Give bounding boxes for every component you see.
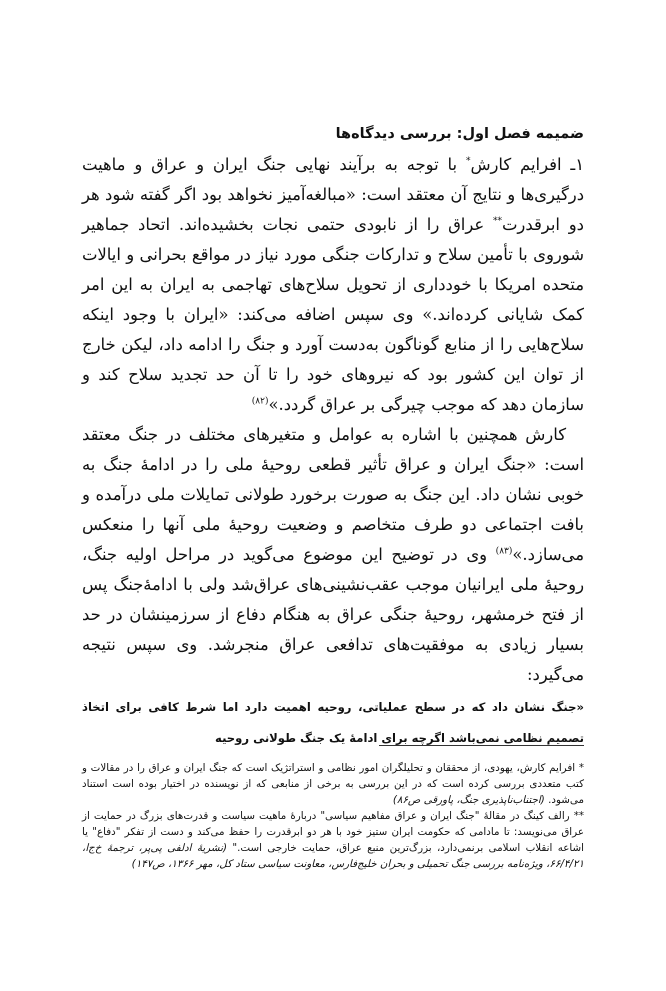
paragraph-1-body-a: با توجه به برآیند نهایی جنگ ایران و عراق و ماهیت درگیری‌ها و نتایج آن معتقد است: «مبالغه‌آمیز نخواهد بود اگر گفته شود هر دو ابرقدرت <box>82 155 584 234</box>
footnote-marker-1: * <box>465 156 471 167</box>
footnote-1-text: * افرایم کارش، یهودی، از محققان و تحلیلگران امور نظامی و استراتژیک است که جنگ ایران و عراق را در مقالات و کتب متعددی بررسی کرده است که در این بررسی به برخی از منابعی که از نویسنده در اختیار بوده است استناد می‌شود. <box>82 762 584 806</box>
paragraph-1-body-b: عراق را از نابودی حتمی نجات بخشیده‌اند. اتحاد جماهیر شوروی با تأمین سلاح و تدارکات جنگی مورد نیاز در مواقع بحرانی و ایالات متحده امریکا با خودداری از تحویل سلاح‌های تهاجمی به ایران به این امر کمک شایانی کرده‌اند.» وی سپس اضافه می‌کند: «ایران با وجود اینکه سلاح‌هایی را از منابع گوناگون به‌دست آورد و جنگ را ادامه داد، لیکن خارج از توان این کشور بود که نیروهای خود را تا آن حد تجدید سلاح کند و سازمان دهد که موجب چیرگی بر عراق گردد.» <box>82 215 584 414</box>
paragraph-2-body-b: وی در توضیح این موضوع می‌گوید در مراحل اولیه جنگ، روحیهٔ ملی ایرانیان موجب عقب‌نشینی‌های عراق‌شد ولی با ادامهٔ‌جنگ پس از فتح خرمشهر، روحیهٔ جنگی عراق به هنگام دفاع از سرزمینشان در حد بسیار زیادی به موفقیت‌های تدافعی عراق منجرشد. وی سپس نتیجه می‌گیرد: <box>82 545 584 684</box>
reference-83: (۸۳) <box>495 546 513 557</box>
reference-82: (۸۲) <box>251 396 269 407</box>
footnote-2-source: (نشریهٔ ادلفی پی‌پر، ترجمهٔ خ‌ج‌ا، ۶۶/۴/۲۱، ویژه‌نامه بررسی جنگ تحمیلی و بحران خلیج‌فارس، معاونت سیاسی ستاد کل، مهر ۱۳۶۶، ص۱۴۷) <box>82 842 584 870</box>
footnotes <box>82 760 584 872</box>
paragraph-2-body-a: کارش همچنین با اشاره به عوامل و متغیرهای مختلف در جنگ معتقد است: «جنگ ایران و عراق تأثیر قطعی روحیهٔ ملی را در ادامهٔ جنگ به خوبی نشان داد. این جنگ به صورت برخورد طولانی تمایلات ملی درآمده و بافت اجتماعی دو طرف متخاصم و وضعیت روحیهٔ ملی آنها را منعکس می‌سازد.» <box>82 425 584 564</box>
footnote-2-text: ** رالف کینگ در مقالهٔ "جنگ ایران و عراق مفاهیم سیاسی" دربارهٔ ماهیت سیاست و قدرت‌های بزرگ در حمایت از عراق می‌نویسد: تا مادامی که حکومت ایران ستیز خود با هر دو ابرقدرت را حفظ می‌کند و دست از تفکر "دفاع" یا اشاعه انقلاب اسلامی برنمی‌دارد، بزرگ‌ترین منبع عراق، حمایت خارجی است." <box>82 810 584 854</box>
paragraph-2 <box>82 420 584 690</box>
footnote-1 <box>82 760 584 808</box>
paragraph-1-lead: ۱ـ افرایم کارش <box>470 155 584 174</box>
document-page <box>82 118 584 870</box>
footnote-marker-2: ** <box>493 216 502 227</box>
paragraph-1 <box>82 150 584 420</box>
footnote-divider <box>379 745 584 746</box>
section-heading: ضمیمه فصل اول: بررسی دیدگاه‌ها <box>335 126 584 142</box>
footnote-2 <box>82 808 584 872</box>
footnote-1-source: (اجتناب‌ناپذیری جنگ، پاورقی ص۸۶) <box>392 794 545 806</box>
block-quote: «جنگ نشان داد که در سطح عملیاتی، روحیه اهمیت دارد اما شرط کافی برای اتخاذ تصمیم نظامی نمی‌باشد اگرچه برای ادامهٔ یک جنگ طولانی روحیه <box>82 700 584 745</box>
